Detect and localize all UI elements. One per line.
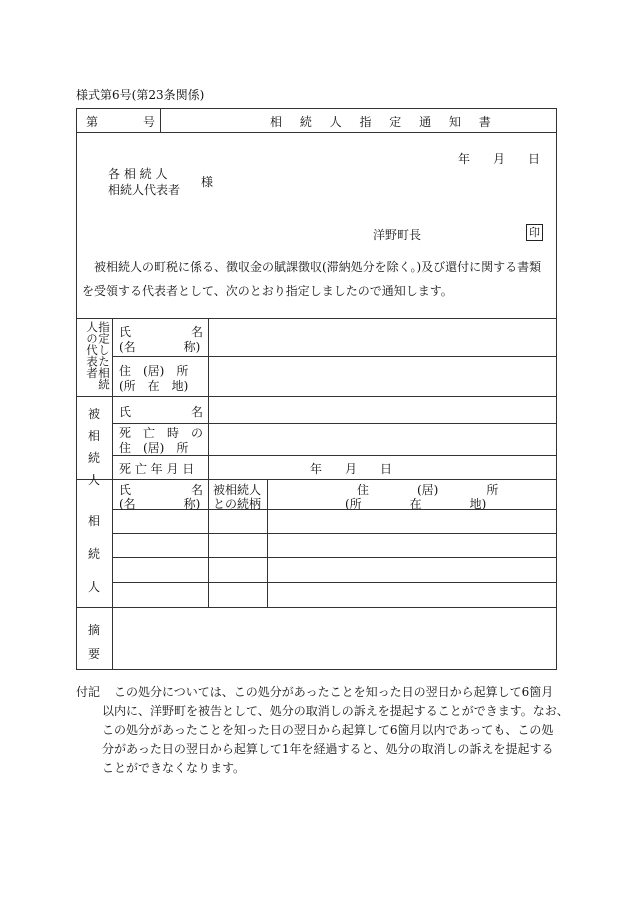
deceased-addr-label2: 住 (居) 所 bbox=[119, 441, 189, 455]
addressee-honorific: 様 bbox=[201, 175, 214, 189]
form-title: 相 続 人 指 定 通 知 書 bbox=[270, 115, 498, 129]
heirs-col-addr2: (所 在 地) bbox=[345, 497, 487, 511]
divider bbox=[76, 396, 557, 397]
divider bbox=[267, 479, 268, 607]
heirs-col-name2: (名 称) bbox=[119, 497, 201, 511]
date-month: 月 bbox=[493, 152, 506, 166]
representative-section-text: 指定した相続人の代表者 bbox=[85, 321, 111, 390]
heirs-col-name1: 氏 名 bbox=[119, 483, 204, 497]
note-line1: この処分については、この処分があったことを知った日の翌日から起算して6箇月 bbox=[114, 685, 554, 699]
divider bbox=[76, 318, 557, 319]
divider bbox=[208, 479, 209, 607]
divider bbox=[160, 108, 161, 132]
deceased-label-char: 続 bbox=[87, 451, 100, 465]
note-line4: 分があった日の翌日から起算して1年を経過すると、処分の取消しの訴えを提起する bbox=[102, 742, 554, 756]
note-line3: この処分があったことを知った日の翌日から起算して6箇月以内であっても、この処 bbox=[102, 723, 554, 737]
death-month: 月 bbox=[345, 462, 358, 476]
death-year: 年 bbox=[310, 462, 323, 476]
note-line5: ことができなくなります。 bbox=[102, 761, 246, 775]
rep-addr-label1: 住 (居) 所 bbox=[119, 364, 189, 378]
seal-mark: 印 bbox=[526, 224, 543, 241]
divider bbox=[76, 479, 557, 480]
body-text-line2: を受領する代表者として、次のとおり指定しましたので通知します。 bbox=[82, 284, 453, 298]
heirs-section-label bbox=[83, 505, 105, 604]
number-label: 第 bbox=[86, 115, 99, 129]
rep-name-label1: 氏 名 bbox=[119, 325, 204, 339]
deceased-label-char: 人 bbox=[87, 473, 100, 487]
remarks-label-char: 摘 bbox=[87, 623, 100, 637]
heirs-label-char: 人 bbox=[87, 580, 100, 594]
remarks-section-label bbox=[83, 618, 105, 666]
divider bbox=[112, 318, 113, 670]
deceased-name-label: 氏 名 bbox=[119, 405, 204, 419]
remarks-label-char: 要 bbox=[87, 647, 100, 661]
divider bbox=[112, 582, 557, 583]
divider bbox=[76, 132, 557, 133]
form-label: 様式第6号(第23条関係) bbox=[76, 88, 205, 102]
rep-name-label2: (名 称) bbox=[119, 340, 201, 354]
deceased-label-char: 相 bbox=[87, 429, 100, 443]
addressee-line1: 各 相 続 人 bbox=[108, 167, 168, 181]
addressee-line2: 相続人代表者 bbox=[108, 183, 181, 197]
representative-section-label bbox=[78, 321, 110, 395]
deceased-label-char: 被 bbox=[87, 407, 100, 421]
deceased-section-label bbox=[83, 403, 105, 491]
divider bbox=[112, 356, 557, 357]
rep-addr-label2: (所 在 地) bbox=[119, 379, 189, 393]
heirs-col-rel1: 被相続人 bbox=[213, 483, 262, 497]
note-label: 付記 bbox=[76, 685, 101, 699]
death-day: 日 bbox=[380, 462, 393, 476]
divider bbox=[112, 557, 557, 558]
divider bbox=[208, 318, 209, 479]
death-date-label: 死 亡 年 月 日 bbox=[119, 462, 195, 476]
body-text-line1: 被相続人の町税に係る、徴収金の賦課徴収(滞納処分を除く。)及び還付に関する書類 bbox=[94, 260, 542, 274]
heirs-col-rel2: との続柄 bbox=[213, 497, 262, 511]
issuer-name: 洋野町長 bbox=[373, 228, 422, 242]
note-line2: 以内に、洋野町を被告として、処分の取消しの訴えを提起することができます。なお、 bbox=[102, 704, 569, 718]
heirs-label-char: 続 bbox=[87, 547, 100, 561]
deceased-addr-label1: 死 亡 時 の bbox=[119, 426, 204, 440]
divider bbox=[112, 533, 557, 534]
divider bbox=[76, 607, 557, 608]
number-suffix: 号 bbox=[143, 115, 156, 129]
heirs-col-addr1: 住 (居) 所 bbox=[357, 483, 499, 497]
heirs-label-char: 相 bbox=[87, 514, 100, 528]
date-day: 日 bbox=[528, 152, 541, 166]
date-year: 年 bbox=[458, 152, 471, 166]
